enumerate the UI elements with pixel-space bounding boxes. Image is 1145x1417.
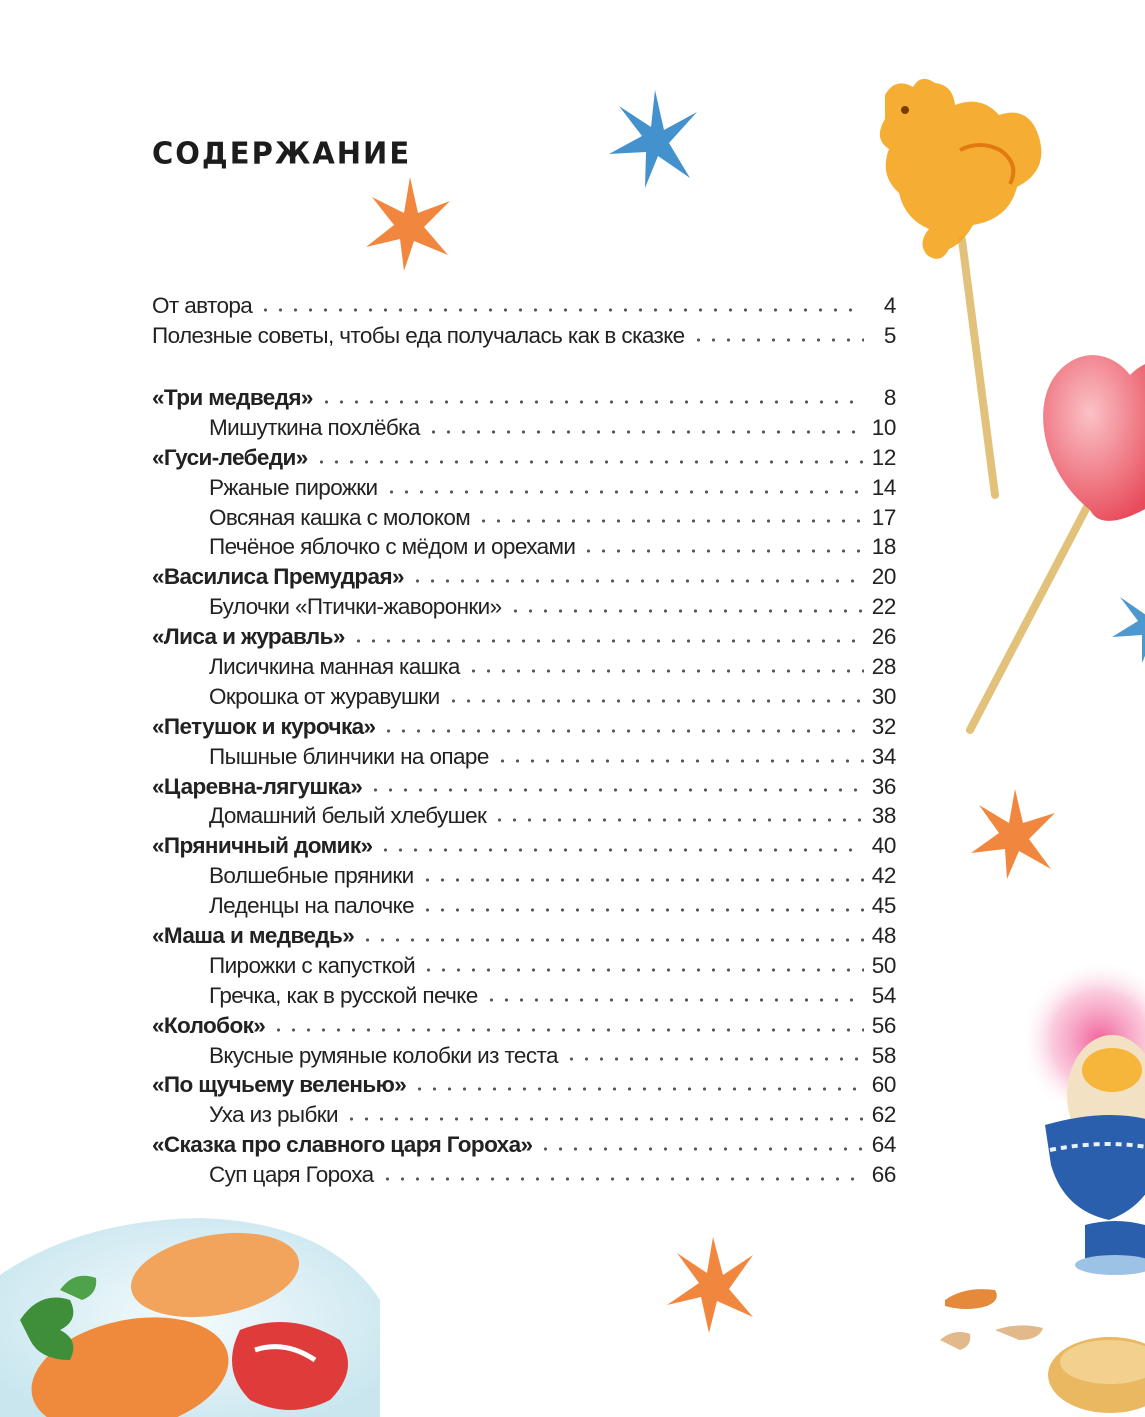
- toc-story-entry[interactable]: [152, 383, 896, 413]
- page-number: 66: [871, 1162, 896, 1188]
- toc-entry[interactable]: [152, 321, 896, 351]
- page-number: 26: [871, 624, 896, 650]
- page-number: 60: [871, 1072, 896, 1098]
- crumbs-icon: [940, 1289, 1145, 1413]
- story-title: «Сказка про славного царя Гороха»: [152, 1132, 533, 1158]
- page-number: 45: [871, 893, 896, 919]
- page-number: 34: [871, 743, 896, 769]
- toc-recipe-entry[interactable]: [152, 1041, 896, 1071]
- dot-leader: [426, 428, 864, 436]
- dot-leader: [466, 667, 864, 675]
- page-number: 10: [871, 414, 896, 440]
- toc-recipe-entry[interactable]: [152, 473, 896, 503]
- recipe-label: Вкусные румяные колобки из теста: [209, 1042, 558, 1068]
- toc-story-entry[interactable]: [152, 772, 896, 802]
- entry-label: Полезные советы, чтобы еда получалась как в сказке: [152, 323, 685, 348]
- recipe-label: Мишуткина похлёбка: [209, 414, 420, 440]
- story-title: «Царевна-лягушка»: [152, 773, 363, 799]
- toc-sections: [152, 383, 896, 1190]
- dot-leader: [691, 336, 864, 344]
- story-title: «Маша и медведь»: [152, 923, 355, 949]
- page-number: 30: [871, 683, 896, 709]
- dot-leader: [421, 966, 864, 974]
- page-number: 40: [871, 833, 896, 859]
- dot-leader: [420, 876, 864, 884]
- toc-recipe-entry[interactable]: [152, 532, 896, 562]
- recipe-label: Печёное яблочко с мёдом и орехами: [209, 534, 576, 560]
- dot-leader: [412, 1085, 864, 1093]
- recipe-label: Окрошка от журавушки: [209, 683, 440, 709]
- dot-leader: [314, 458, 864, 466]
- story-title: «По щучьему веленью»: [152, 1072, 407, 1098]
- toc-story-entry[interactable]: [152, 622, 896, 652]
- dot-leader: [492, 816, 864, 824]
- toc-recipe-entry[interactable]: [152, 951, 896, 981]
- blue-star-icon: [1112, 585, 1145, 663]
- egg-cup-icon: [1020, 960, 1145, 1275]
- page-number: 20: [871, 564, 896, 590]
- orange-star-icon: [667, 1237, 753, 1333]
- page-number: 4: [883, 293, 896, 318]
- page-number: 56: [871, 1012, 896, 1038]
- story-title: «Пряничный домик»: [152, 833, 373, 859]
- toc-recipe-entry[interactable]: [152, 801, 896, 831]
- page-number: 58: [871, 1042, 896, 1068]
- recipe-label: Волшебные пряники: [209, 863, 414, 889]
- recipe-label: Леденцы на палочке: [209, 893, 414, 919]
- toc-recipe-entry[interactable]: [152, 1160, 896, 1190]
- recipe-label: Гречка, как в русской печке: [209, 982, 478, 1008]
- toc-story-entry[interactable]: [152, 921, 896, 951]
- toc-recipe-entry[interactable]: [152, 742, 896, 772]
- dot-leader: [410, 577, 864, 585]
- dot-leader: [484, 996, 864, 1004]
- page-number: 42: [871, 863, 896, 889]
- page-number: 50: [871, 952, 896, 978]
- dot-leader: [319, 398, 864, 406]
- dot-leader: [495, 757, 864, 765]
- page-number: 64: [871, 1132, 896, 1158]
- dot-leader: [378, 846, 864, 854]
- story-title: «Петушок и курочка»: [152, 713, 376, 739]
- toc-entry[interactable]: [152, 291, 896, 321]
- toc-story-entry[interactable]: [152, 831, 896, 861]
- page-number: 48: [871, 923, 896, 949]
- story-title: «Василиса Премудрая»: [152, 564, 404, 590]
- recipe-label: Лисичкина манная кашка: [209, 654, 460, 680]
- page-number: 12: [871, 444, 896, 470]
- toc-story-entry[interactable]: [152, 1011, 896, 1041]
- toc-recipe-entry[interactable]: [152, 682, 896, 712]
- toc-story-entry[interactable]: [152, 712, 896, 742]
- blue-star-icon: [609, 90, 697, 188]
- dot-leader: [258, 306, 864, 314]
- toc-recipe-entry[interactable]: [152, 503, 896, 533]
- recipe-label: Уха из рыбки: [209, 1102, 338, 1128]
- dot-leader: [564, 1055, 864, 1063]
- toc-recipe-entry[interactable]: [152, 652, 896, 682]
- toc-recipe-entry[interactable]: [152, 413, 896, 443]
- page-number: 32: [871, 713, 896, 739]
- heart-lollipop-icon: [970, 355, 1145, 730]
- recipe-label: Суп царя Гороха: [209, 1162, 374, 1188]
- toc-recipe-entry[interactable]: [152, 981, 896, 1011]
- dot-leader: [538, 1145, 864, 1153]
- page-number: 14: [871, 474, 896, 500]
- entry-label: От автора: [152, 293, 253, 318]
- orange-star-icon: [366, 177, 450, 271]
- page-number: 62: [871, 1102, 896, 1128]
- dot-leader: [476, 517, 864, 525]
- story-title: «Гуси-лебеди»: [152, 444, 308, 470]
- story-title: «Три медведя»: [152, 385, 313, 410]
- dot-leader: [271, 1026, 864, 1034]
- dot-leader: [384, 488, 864, 496]
- page-number: 5: [883, 323, 896, 348]
- page-title: СОДЕРЖАНИЕ: [152, 135, 412, 171]
- page-number: 18: [871, 534, 896, 560]
- page-number: 38: [871, 803, 896, 829]
- page-number: 36: [871, 773, 896, 799]
- orange-star-icon: [971, 789, 1055, 879]
- dot-leader: [351, 637, 864, 645]
- toc-story-entry[interactable]: [152, 562, 896, 592]
- dot-leader: [368, 786, 864, 794]
- recipe-label: Пирожки с капусткой: [209, 952, 416, 978]
- recipe-label: Домашний белый хлебушек: [209, 803, 487, 829]
- dot-leader: [344, 1115, 864, 1123]
- toc-recipe-entry[interactable]: [152, 891, 896, 921]
- recipe-label: Пышные блинчики на опаре: [209, 743, 489, 769]
- recipe-label: Булочки «Птички-жаворонки»: [209, 594, 502, 620]
- table-of-contents: [152, 291, 896, 1190]
- dot-leader: [581, 547, 864, 555]
- toc-recipe-entry[interactable]: [152, 592, 896, 622]
- page-number: 22: [871, 594, 896, 620]
- page-number: 17: [871, 504, 896, 530]
- page-number: 54: [871, 982, 896, 1008]
- story-title: «Колобок»: [152, 1012, 266, 1038]
- recipe-label: Ржаные пирожки: [209, 474, 378, 500]
- dot-leader: [508, 607, 864, 615]
- toc-recipe-entry[interactable]: [152, 861, 896, 891]
- toc-story-entry[interactable]: [152, 443, 896, 473]
- plate-with-cutlets-icon: [0, 1218, 380, 1417]
- spacer: [152, 351, 896, 383]
- dot-leader: [360, 936, 864, 944]
- dot-leader: [381, 727, 864, 735]
- page-number: 28: [871, 654, 896, 680]
- story-title: «Лиса и журавль»: [152, 624, 345, 650]
- toc-story-entry[interactable]: [152, 1130, 896, 1160]
- dot-leader: [380, 1175, 864, 1183]
- dot-leader: [420, 906, 864, 914]
- page-number: 8: [883, 385, 896, 410]
- dot-leader: [446, 697, 864, 705]
- rooster-lollipop-icon: [880, 79, 1042, 495]
- toc-story-entry[interactable]: [152, 1070, 896, 1100]
- toc-recipe-entry[interactable]: [152, 1100, 896, 1130]
- recipe-label: Овсяная кашка с молоком: [209, 504, 471, 530]
